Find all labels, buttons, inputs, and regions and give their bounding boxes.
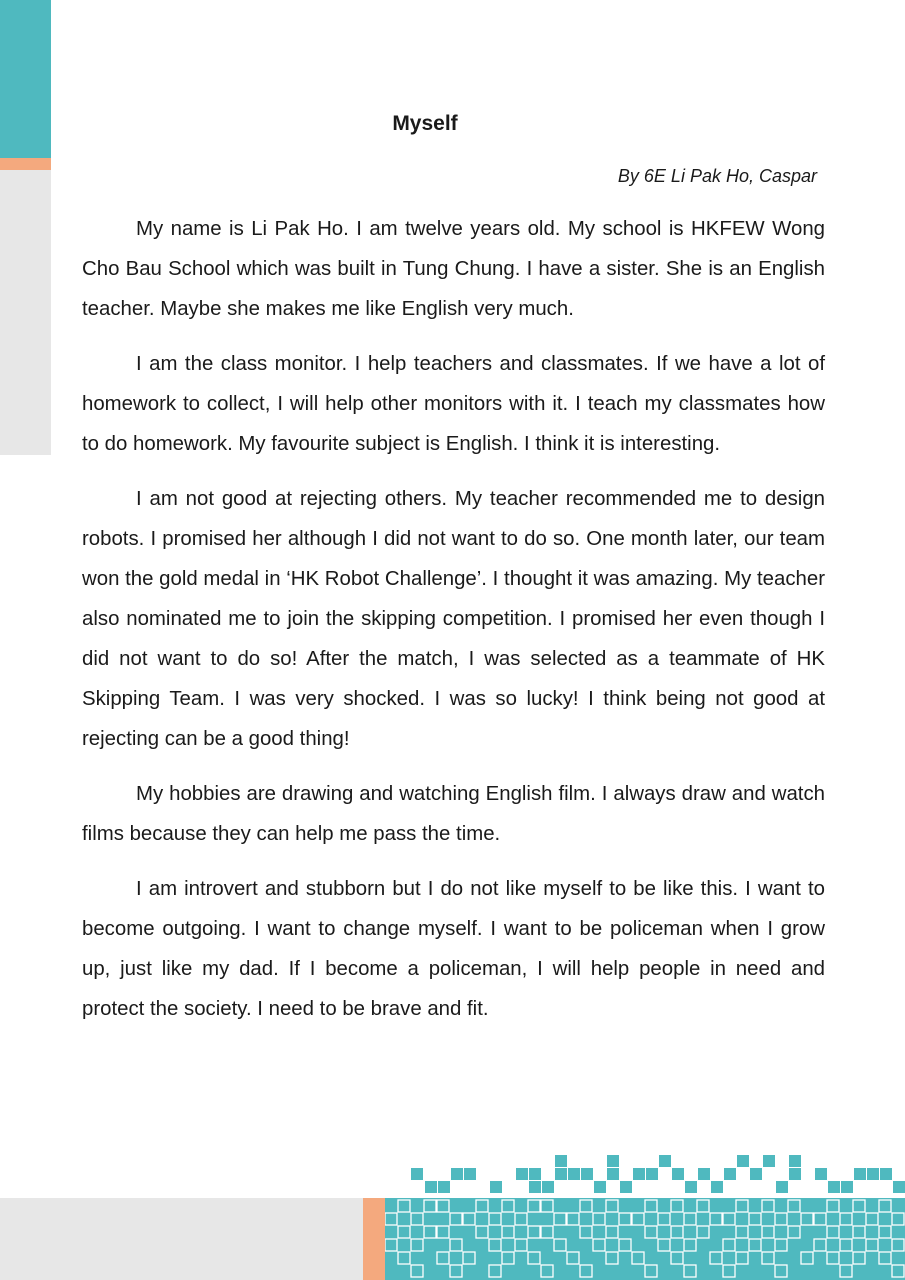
pixel-grid-lines xyxy=(385,1200,904,1277)
paragraph: I am the class monitor. I help teachers and classmates. If we have a lot of homework to collect, I will help other monitors with it. I teach my classmates how to do homework. My favourite subject is English. I think it is interesting. xyxy=(82,353,825,455)
author-byline: By 6E Li Pak Ho, Caspar xyxy=(617,166,817,186)
footer-orange-stripe xyxy=(363,1198,385,1280)
paragraph: I am introvert and stubborn but I do not like myself to be like this. I want to become outgoing. I want to change myself. I want to be policeman when I grow up, just like my dad. If I become a policeman, I will help people in need and protect the society. I need to be brave and fit. xyxy=(82,878,825,1020)
footer-pixel-pattern xyxy=(385,1150,905,1280)
page-title: Myself xyxy=(392,112,458,135)
left-grey-bar xyxy=(0,170,51,455)
paragraph: My name is Li Pak Ho. I am twelve years old. My school is HKFEW Wong Cho Bau School which was built in Tung Chung. I have a sister. She is an English teacher. Maybe she makes me like English very much. xyxy=(82,218,825,320)
left-orange-stripe xyxy=(0,158,51,170)
essay-body xyxy=(82,209,825,1044)
footer-grey-block xyxy=(0,1198,363,1280)
pixel-squares-above xyxy=(411,1155,905,1193)
paragraph: I am not good at rejecting others. My teacher recommended me to design robots. I promised her although I did not want to do so. One month later, our team won the gold medal in ‘HK Robot Challenge’. I thought it was amazing. My teacher also nominated me to join the skipping competition. I promised her even though I did not want to do so! After the match, I was selected as a teammate of HK Skipping Team. I was very shocked. I was so lucky! I think being not good at rejecting can be a good thing! xyxy=(82,488,825,750)
paragraph: My hobbies are drawing and watching English film. I always draw and watch films because they can help me pass the time. xyxy=(82,783,825,845)
